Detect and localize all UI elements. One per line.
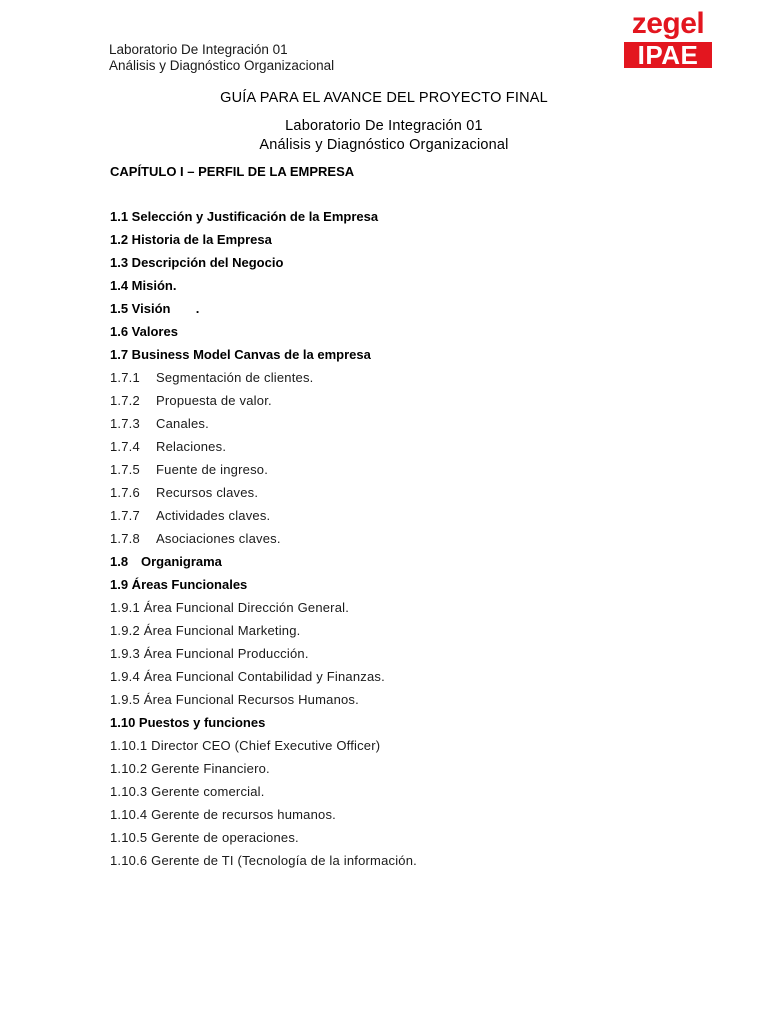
toc-item-text: Propuesta de valor. <box>156 393 272 408</box>
document-title: GUÍA PARA EL AVANCE DEL PROYECTO FINAL <box>220 90 548 106</box>
toc-item-text: 1.6 Valores <box>110 324 178 339</box>
toc-item-text: 1.3 Descripción del Negocio <box>110 255 284 270</box>
document-subtitle-course: Laboratorio De Integración 01 <box>285 118 483 134</box>
toc-item-text: 1.9.1 Área Funcional Dirección General. <box>110 600 350 615</box>
toc-item-text: Relaciones. <box>156 439 227 454</box>
logo-ipae-text: IPAE <box>624 42 712 68</box>
toc-item <box>110 600 670 623</box>
toc-item <box>110 531 670 554</box>
toc-item <box>110 554 670 577</box>
chapter-heading: CAPÍTULO I – PERFIL DE LA EMPRESA <box>110 164 355 179</box>
toc-item-number: 1.7.6 <box>110 485 140 500</box>
toc-item <box>110 508 670 531</box>
toc-item-text: 1.10.3 Gerente comercial. <box>110 784 265 799</box>
toc-item <box>110 232 670 255</box>
toc-item-text: 1.1 Selección y Justificación de la Empresa <box>110 209 379 224</box>
toc-item-text: 1.10.4 Gerente de recursos humanos. <box>110 807 336 822</box>
toc-item <box>110 393 670 416</box>
toc-item-text: 1.10.1 Director CEO (Chief Executive Officer) <box>110 738 381 753</box>
toc-item-text: Fuente de ingreso. <box>156 462 269 477</box>
toc-item-text: 1.10.5 Gerente de operaciones. <box>110 830 299 845</box>
toc-item <box>110 784 670 807</box>
toc-item <box>110 646 670 669</box>
toc-item <box>110 715 670 738</box>
toc-item <box>110 209 670 232</box>
toc-item-text: Organigrama <box>141 554 222 569</box>
toc-item-number: 1.7.5 <box>110 462 140 477</box>
toc-item-text: 1.2 Historia de la Empresa <box>110 232 272 247</box>
toc-item-number: 1.7.2 <box>110 393 140 408</box>
toc-item <box>110 347 670 370</box>
toc-item-text: 1.9.5 Área Funcional Recursos Humanos. <box>110 692 359 707</box>
toc-item <box>110 577 670 600</box>
toc-item-text: 1.4 Misión. <box>110 278 177 293</box>
toc-item <box>110 370 670 393</box>
toc-item-text: Segmentación de clientes. <box>156 370 314 385</box>
toc-item <box>110 255 670 278</box>
toc-item-text: Canales. <box>156 416 209 431</box>
toc-item <box>110 738 670 761</box>
toc-item-text: 1.9.4 Área Funcional Contabilidad y Finanzas. <box>110 669 385 684</box>
toc-item-number: 1.7.4 <box>110 439 140 454</box>
header-line-subject: Análisis y Diagnóstico Organizacional <box>109 58 335 73</box>
header-line-course: Laboratorio De Integración 01 <box>109 42 288 57</box>
logo-zegel-text: zegel <box>631 7 705 40</box>
toc-item-number: 1.8 <box>110 554 129 569</box>
toc-item-text: 1.9.3 Área Funcional Producción. <box>110 646 309 661</box>
toc-item <box>110 761 670 784</box>
toc-item-text: 1.10.2 Gerente Financiero. <box>110 761 270 776</box>
toc-item-text: Actividades claves. <box>156 508 271 523</box>
toc-item-number: 1.7.1 <box>110 370 140 385</box>
toc-item <box>110 669 670 692</box>
toc-item <box>110 416 670 439</box>
table-of-contents <box>110 209 670 876</box>
toc-item-text: 1.5 Visión . <box>110 301 200 316</box>
toc-item-text: 1.10.6 Gerente de TI (Tecnología de la información. <box>110 853 417 868</box>
toc-item-text: 1.7 Business Model Canvas de la empresa <box>110 347 371 362</box>
toc-item-number: 1.7.3 <box>110 416 140 431</box>
toc-item-text: Asociaciones claves. <box>156 531 281 546</box>
toc-item-number: 1.7.7 <box>110 508 140 523</box>
toc-item <box>110 439 670 462</box>
zegel-ipae-logo <box>624 8 712 68</box>
toc-item <box>110 623 670 646</box>
toc-item-number: 1.7.8 <box>110 531 140 546</box>
page-header <box>109 42 334 74</box>
toc-item <box>110 462 670 485</box>
toc-item <box>110 692 670 715</box>
toc-item <box>110 830 670 853</box>
toc-item <box>110 301 670 324</box>
toc-item-text: 1.9 Áreas Funcionales <box>110 577 248 592</box>
toc-item <box>110 807 670 830</box>
toc-item <box>110 278 670 301</box>
toc-item-text: Recursos claves. <box>156 485 259 500</box>
toc-item-text: 1.9.2 Área Funcional Marketing. <box>110 623 301 638</box>
toc-item <box>110 485 670 508</box>
toc-item <box>110 324 670 347</box>
document-subtitle-subject: Análisis y Diagnóstico Organizacional <box>259 137 509 153</box>
toc-item <box>110 853 670 876</box>
toc-item-text: 1.10 Puestos y funciones <box>110 715 266 730</box>
